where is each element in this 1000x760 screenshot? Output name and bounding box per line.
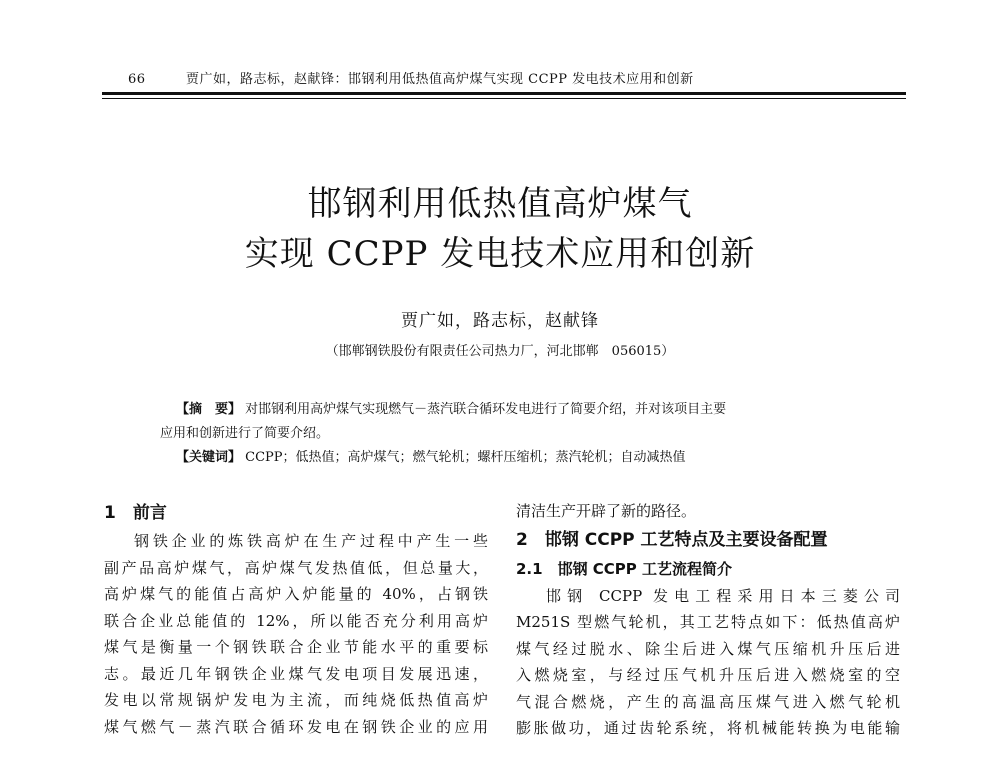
keywords-label: 【关键词】: [176, 450, 242, 465]
body-line: 煤气是衡量一个钢铁联合企业节能水平的重要标: [104, 638, 488, 656]
abstract-text-1: 对邯钢利用高炉煤气实现燃气－蒸汽联合循环发电进行了简要介绍，并对该项目主要: [245, 402, 727, 417]
body-line: 邯钢 CCPP 发电工程采用日本三菱公司: [546, 586, 900, 605]
header-rule-thin: [102, 98, 906, 99]
running-header: [128, 68, 694, 87]
body-line: 钢铁企业的炼铁高炉在生产过程中产生一些: [134, 532, 488, 550]
body-line: 清洁生产开辟了新的路径。: [516, 502, 697, 520]
left-column: [104, 498, 488, 740]
body-line: 高炉煤气的能值占高炉入炉能量的 40%，占钢铁: [104, 585, 488, 603]
paper-title-line1: 邯钢利用低热值高炉煤气: [307, 184, 693, 224]
body-line: 副产品高炉煤气，高炉煤气发热值低，但总量大，: [104, 558, 488, 577]
body-line: 入燃烧室，与经过压气机升压后进入燃烧室的空: [516, 666, 900, 684]
authors: 贾广如，路志标，赵献锋: [401, 311, 599, 331]
body-line: 煤气燃气－蒸汽联合循环发电在钢铁企业的应用: [104, 717, 488, 736]
body-line: M251S 型燃气轮机，其工艺特点如下：低热值高炉: [516, 613, 900, 631]
body-line: 发电以常规锅炉发电为主流，而纯烧低热值高炉: [104, 691, 488, 709]
page-number: 66: [128, 72, 146, 87]
right-column: [516, 498, 900, 742]
body-line: 气混合燃烧，产生的高温高压煤气进入燃气轮机: [516, 692, 900, 711]
keywords-text: CCPP；低热值；高炉煤气；燃气轮机；螺杆压缩机；蒸汽轮机；自动减热值: [245, 450, 686, 465]
header-rule-thick: [102, 92, 906, 95]
abstract-line1: [176, 398, 726, 417]
affiliation: （邯郸钢铁股份有限责任公司热力厂，河北邯郸 056015）: [325, 344, 675, 359]
keywords: [176, 446, 686, 465]
paper-title-line2: 实现 CCPP 发电技术应用和创新: [244, 234, 756, 274]
section-1-heading: 1 前言: [104, 503, 167, 523]
body-line: 煤气经过脱水、除尘后进入煤气压缩机升压后进: [516, 639, 900, 658]
running-title: 贾广如，路志标，赵献锋：邯钢利用低热值高炉煤气实现 CCPP 发电技术应用和创新: [186, 72, 694, 87]
body-line: 志。最近几年钢铁企业煤气发电项目发展迅速，: [104, 664, 488, 683]
abstract-label: 【摘 要】: [176, 402, 242, 417]
body-line: 联合企业总能值的 12%，所以能否充分利用高炉: [104, 611, 488, 630]
section-2-1-heading: 2.1 邯钢 CCPP 工艺流程简介: [516, 559, 733, 578]
abstract-line2: 应用和创新进行了简要介绍。: [160, 426, 330, 441]
body-line: 膨胀做功，通过齿轮系统，将机械能转换为电能输: [516, 719, 900, 737]
section-2-heading: 2 邯钢 CCPP 工艺特点及主要设备配置: [516, 529, 828, 550]
